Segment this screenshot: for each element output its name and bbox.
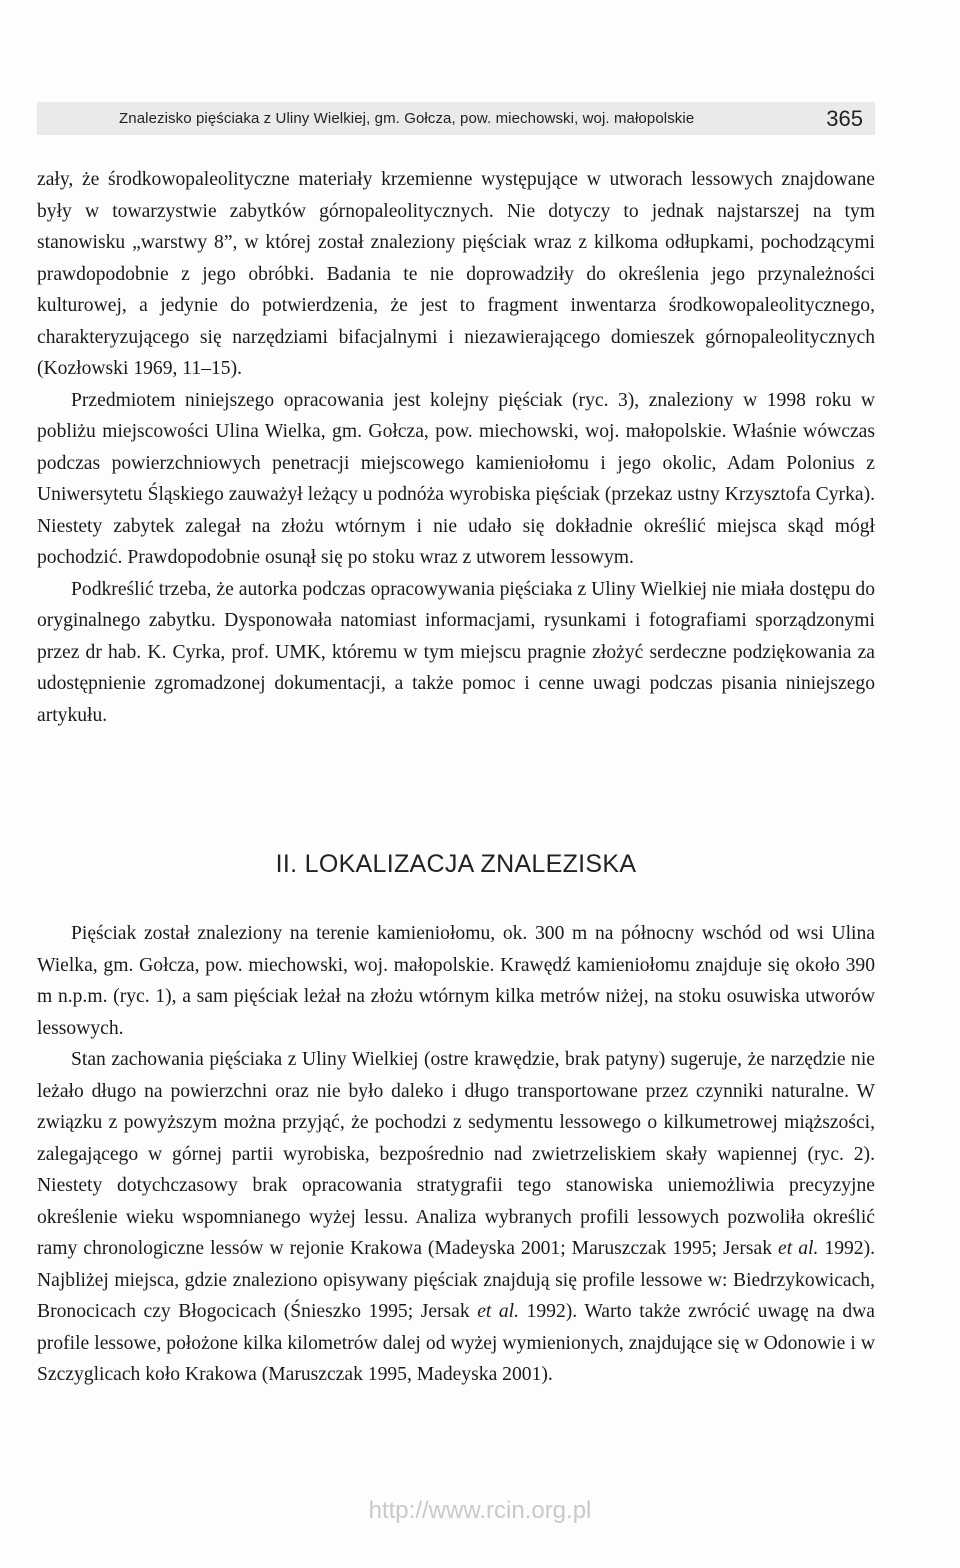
text-block-intro [37,164,875,731]
paragraph-text-segment: 1992). Najbliżej miejsca, gdzie znaleziono opisywany pięściak znajdują się profile lessowe w: Biedrzykowicach, Bronocicach czy Błogocicach (Śnieszko 1995; Jersak [37,1238,876,1322]
running-header-title: Znalezisko pięściaka z Uliny Wielkiej, gm. Gołcza, pow. miechowski, woj. małopolskie [119,110,695,127]
paragraph-subject: Przedmiotem niniejszego opracowania jest kolejny pięściak (ryc. 3), znaleziony w 1998 roku w pobliżu miejscowości Ulina Wielka, gm. Gołcza, pow. miechowski, woj. małopolskie. Właśnie wówczas podczas powierzchniowych penetracji miejscowego kamieniołomu i jego okolic, Adam Polonius z Uniwersytetu Śląskiego zauważył leżący u podnóża wyrobiska pięściak (przekaz ustny Krzysztofa Cyrka). Niestety zabytek zalegał na złożu wtórnym i nie udało się dokładnie określić miejsca skąd mógł pochodzić. Prawdopodobnie osunął się po stoku wraz z utworem lessowym. [37,389,875,568]
section-heading: II. LOKALIZACJA ZNALEZISKA [275,850,637,878]
paragraph-text-segment: 1992). Warto także zwrócić uwagę na dwa profile lessowe, położone kilka kilometrów dalej od wyżej wymienionych, znajdujące się w Odonowie i w Szczyglicach koło Krakowa (Maruszczak 1995, Madeyska 2001). [37,1301,875,1385]
watermark-url[interactable]: http://www.rcin.org.pl [368,1497,592,1524]
page-number: 365 [826,105,863,131]
paragraph-text-segment: Stan zachowania pięściaka z Uliny Wielkiej (ostre krawędzie, brak patyny) sugeruje, że narzędzie nie leżało długo na powierzchni oraz nie było daleko i długo transportowane przez czynniki naturalne. W związku z powyższym można przyjąć, że pochodzi z sedymentu lessowego o kilkumetrowej miąższości, zalegającego w górnej partii wyrobiska, bezpośrednio nad zwietrzeliskiem skały wapiennej (ryc. 2). Niestety dotychczasowy brak opracowania stratygrafii tego stanowiska uniemożliwia precyzyjne określenie wieku wspomnianego wyżej lessu. Analiza wybranych profili lessowych pozwoliła określić ramy chronologiczne lessów w rejonie Krakowa (Madeyska 2001; Maruszczak 1995; Jersak [37,1049,875,1259]
citation-et-al: et al. [477,1301,520,1322]
paragraph-location: Pięściak został znaleziony na terenie kamieniołomu, ok. 300 m na północny wschód od wsi Ulina Wielka, gm. Gołcza, pow. miechowski, woj. małopolskie. Krawędź kamieniołomu znajduje się około 390 m n.p.m. (ryc. 1), a sam pięściak leżał na złożu wtórnym kilka metrów niżej, na stoku osuwiska utworów lessowych. [37,923,875,1039]
paragraph-continuation: zały, że środkowopaleolityczne materiały krzemienne występujące w utworach lessowych znajdowane były w towarzystwie zabytków górnopaleolitycznych. Nie dotyczy to jednak najstarszej na tym stanowisku „warstwy 8”, w której został znaleziony pięściak wraz z kilkoma odłupkami, pochodzącymi prawdopodobnie z jego obróbki. Badania te nie doprowadziły do określenia jego przynależności kulturowej, a jedynie do potwierdzenia, że jest to fragment inwentarza środkowopaleolitycznego, charakteryzującego się narzędziami bifacjalnymi i niezawierającego domieszek górnopaleolitycznych (Kozłowski 1969, 11–15). [37,169,875,379]
text-block-location [37,918,875,1391]
citation-et-al: et al. [778,1238,819,1259]
running-header [37,102,875,135]
paragraph-acknowledgement: Podkreślić trzeba, że autorka podczas opracowywania pięściaka z Uliny Wielkiej nie miała dostępu do oryginalnego zabytku. Dysponowała natomiast informacjami, rysunkami i fotografiami sporządzonymi przez dr hab. K. Cyrka, prof. UMK, któremu w tym miejscu pragnie złożyć serdeczne podziękowania za udostępnienie zgromadzonej dokumentacji, a także pomoc i cenne uwagi podczas pisania niniejszego artykułu. [37,578,875,726]
paragraph-preservation [37,1044,875,1391]
